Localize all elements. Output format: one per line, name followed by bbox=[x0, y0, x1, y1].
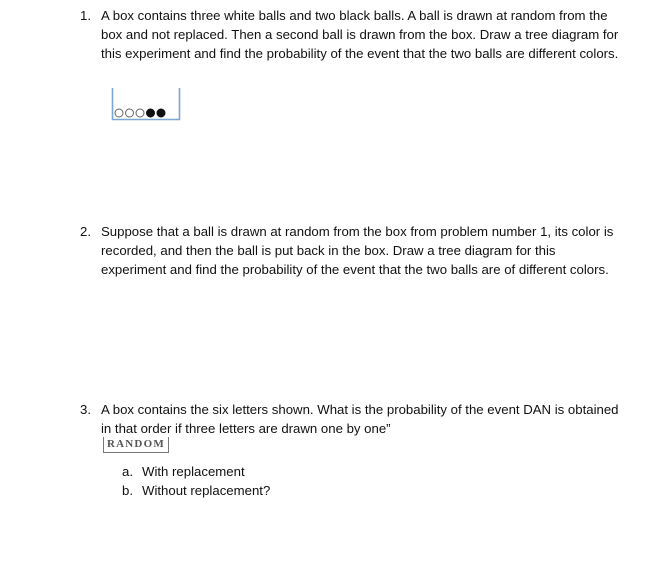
black-ball bbox=[157, 109, 165, 117]
problem-2-number: 2. bbox=[80, 224, 91, 239]
problem-3 bbox=[80, 400, 640, 438]
subitem-a bbox=[122, 462, 522, 481]
subitem-b-letter: b. bbox=[122, 483, 133, 498]
black-ball bbox=[147, 109, 155, 117]
problem-3-number: 3. bbox=[80, 402, 91, 417]
letters-box-random: RANDOM bbox=[103, 437, 169, 453]
white-ball bbox=[115, 109, 123, 117]
ball-box-illustration bbox=[111, 87, 181, 121]
problem-2 bbox=[80, 222, 640, 279]
problem-1 bbox=[80, 6, 640, 63]
subitem-b bbox=[122, 481, 522, 500]
white-ball bbox=[126, 109, 134, 117]
problem-1-number: 1. bbox=[80, 8, 91, 23]
subitem-a-letter: a. bbox=[122, 464, 133, 479]
subitem-b-text: Without replacement? bbox=[142, 483, 271, 498]
ball-box-svg bbox=[111, 87, 181, 121]
balls-group bbox=[115, 109, 165, 117]
white-ball bbox=[136, 109, 144, 117]
problem-3-text: A box contains the six letters shown. What is the probability of the event DAN is obtained in that order if three letters are drawn one by one” bbox=[101, 402, 619, 436]
problem-2-text: Suppose that a ball is drawn at random from the box from problem number 1, its color is recorded, and then the ball is put back in the box. Draw a tree diagram for this experiment and find the probability of the event that the two balls are of different colors. bbox=[101, 224, 614, 277]
subitem-a-text: With replacement bbox=[142, 464, 245, 479]
problem-1-text: A box contains three white balls and two black balls. A ball is drawn at random from the box and not replaced. Then a second ball is drawn from the box. Draw a tree diagram for this experiment and find the probability of the event that the two balls are different colors. bbox=[101, 8, 619, 61]
